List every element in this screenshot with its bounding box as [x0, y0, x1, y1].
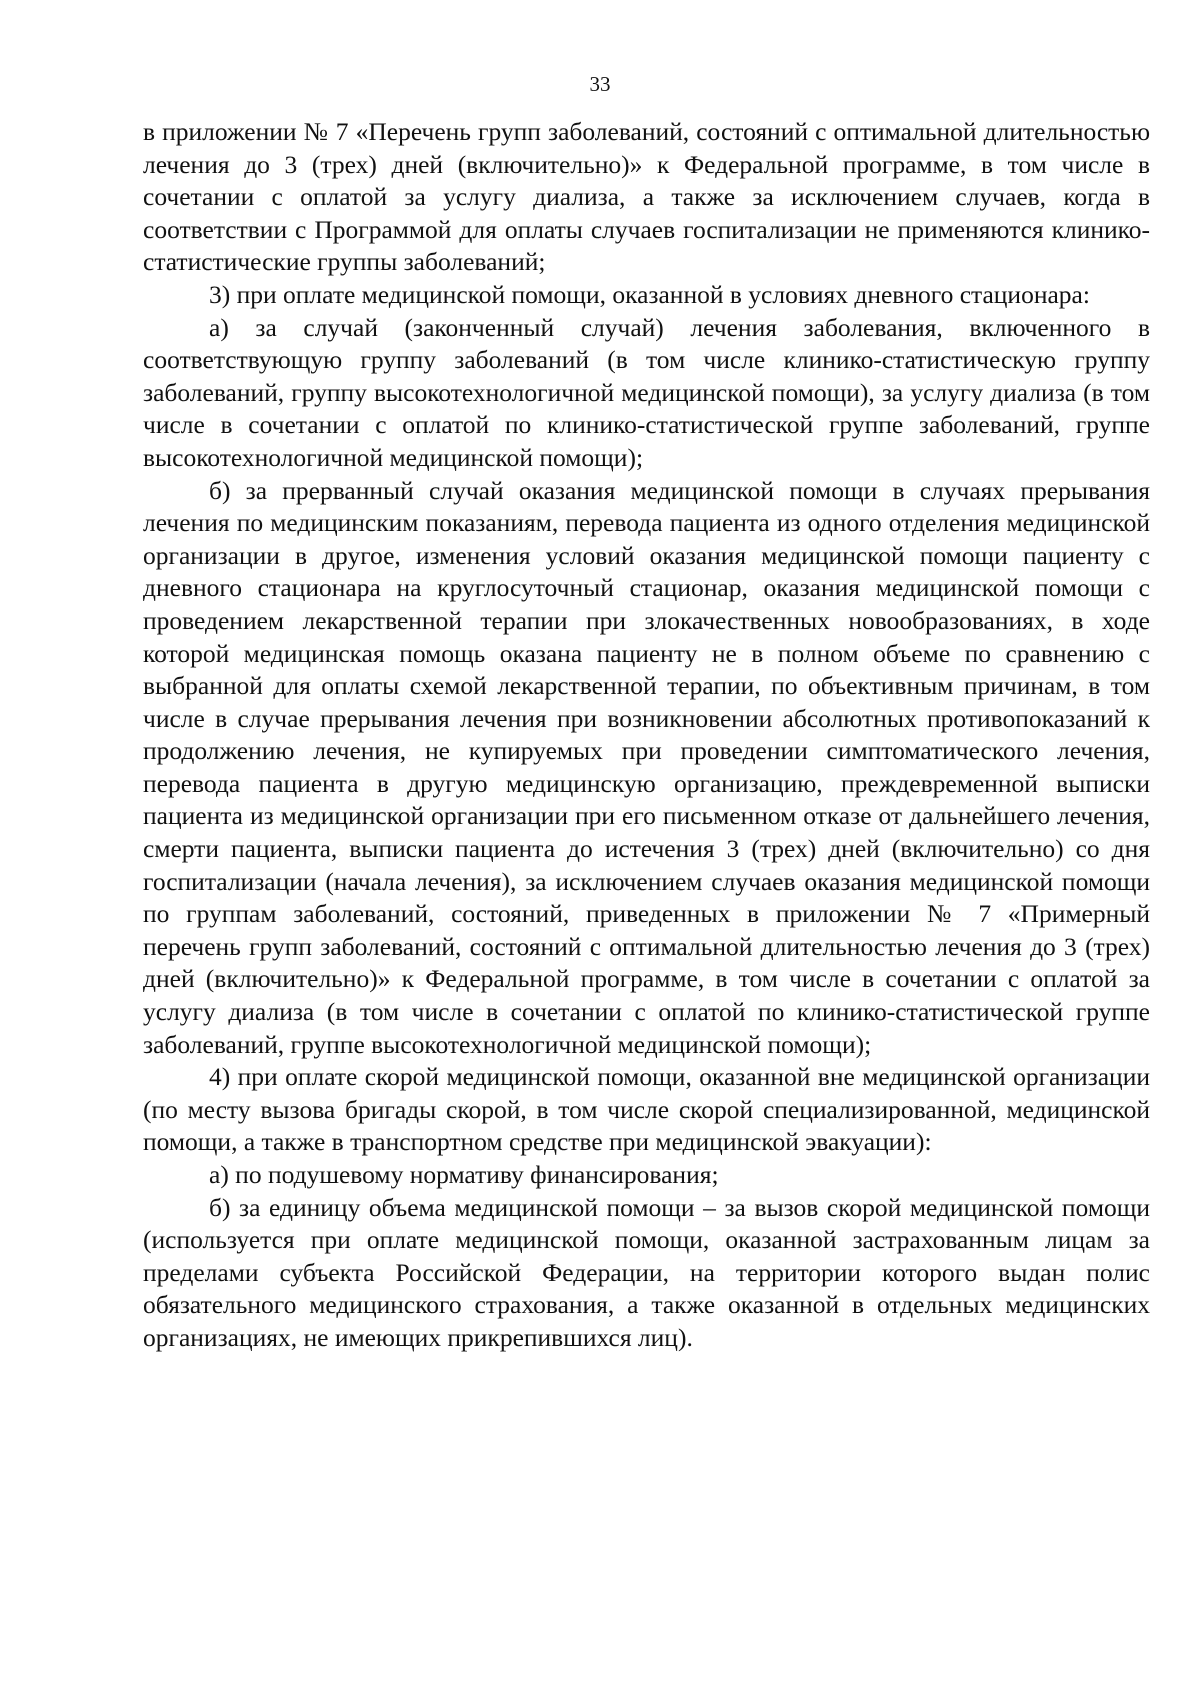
document-body [143, 116, 1150, 1355]
paragraph: б) за единицу объема медицинской помощи – за вызов скорой медицинской помощи (используется при оплате медицинской помощи, оказанной застрахованным лицам за пределами субъекта Российской Федерации, на территории которого выдан полис обязательного медицинского страхования, а также оказанной в отдельных медицинских организациях, не имеющих прикрепившихся лиц). [143, 1192, 1150, 1352]
paragraph: 4) при оплате скорой медицинской помощи, оказанной вне медицинской организации (по месту вызова бригады скорой, в том числе скорой специализированной, медицинской помощи, а также в транспортном средстве при медицинской эвакуации): [143, 1062, 1150, 1157]
paragraph: 3) при оплате медицинской помощи, оказанной в условиях дневного стационара: [209, 279, 1090, 309]
paragraph: а) по подушевому нормативу финансирования; [209, 1160, 719, 1189]
page-number: 33 [589, 72, 611, 96]
paragraph: б) за прерванный случай оказания медицинской помощи в случаях прерывания лечения по медицинским показаниям, перевода пациента из одного отделения медицинской организации в другое, изменения условий оказания медицинской помощи пациенту с дневного стационара на круглосуточный стационар, оказания медицинской помощи с проведением лекарственной терапии при злокачественных новообразованиях, в ходе которой медицинская помощь оказана пациенту не в полном объеме по сравнению с выбранной для оплаты схемой лекарственной терапии, по объективным причинам, в том числе в случае прерывания лечения при возникновении абсолютных противопоказаний к продолжению лечения, не купируемых при проведении симптоматического лечения, перевода пациента в другую медицинскую организацию, преждевременной выписки пациента из медицинской организации при его письменном отказе от дальнейшего лечения, смерти пациента, выписки пациента до истечения 3 (трех) дней (включительно) со дня госпитализации (начала лечения), за исключением случаев оказания медицинской помощи по группам заболеваний, состояний, приведенных в приложении № 7 «Примерный перечень групп заболеваний, состояний с оптимальной длительностью лечения до 3 (трех) дней (включительно)» к Федеральной программе, в том числе в сочетании с оплатой за услугу диализа (в том числе в сочетании с оплатой по клинико-статистической группе заболеваний, группе высокотехнологичной медицинской помощи); [143, 475, 1150, 1059]
paragraph: в приложении № 7 «Перечень групп заболеваний, состояний с оптимальной длительностью лечения до 3 (трех) дней (включительно)» к Федеральной программе, в том числе в сочетании с оплатой за услугу диализа, а также за исключением случаев, когда в соответствии с Программой для оплаты случаев госпитализации не применяются клинико-статистические группы заболеваний; [143, 117, 1150, 277]
paragraph: а) за случай (законченный случай) лечения заболевания, включенного в соответствующую группу заболеваний (в том числе клинико-статистическую группу заболеваний, группу высокотехнологичной медицинской помощи), за услугу диализа (в том числе в сочетании с оплатой по клинико-статистической группе заболеваний, группе высокотехнологичной медицинской помощи); [143, 312, 1150, 472]
